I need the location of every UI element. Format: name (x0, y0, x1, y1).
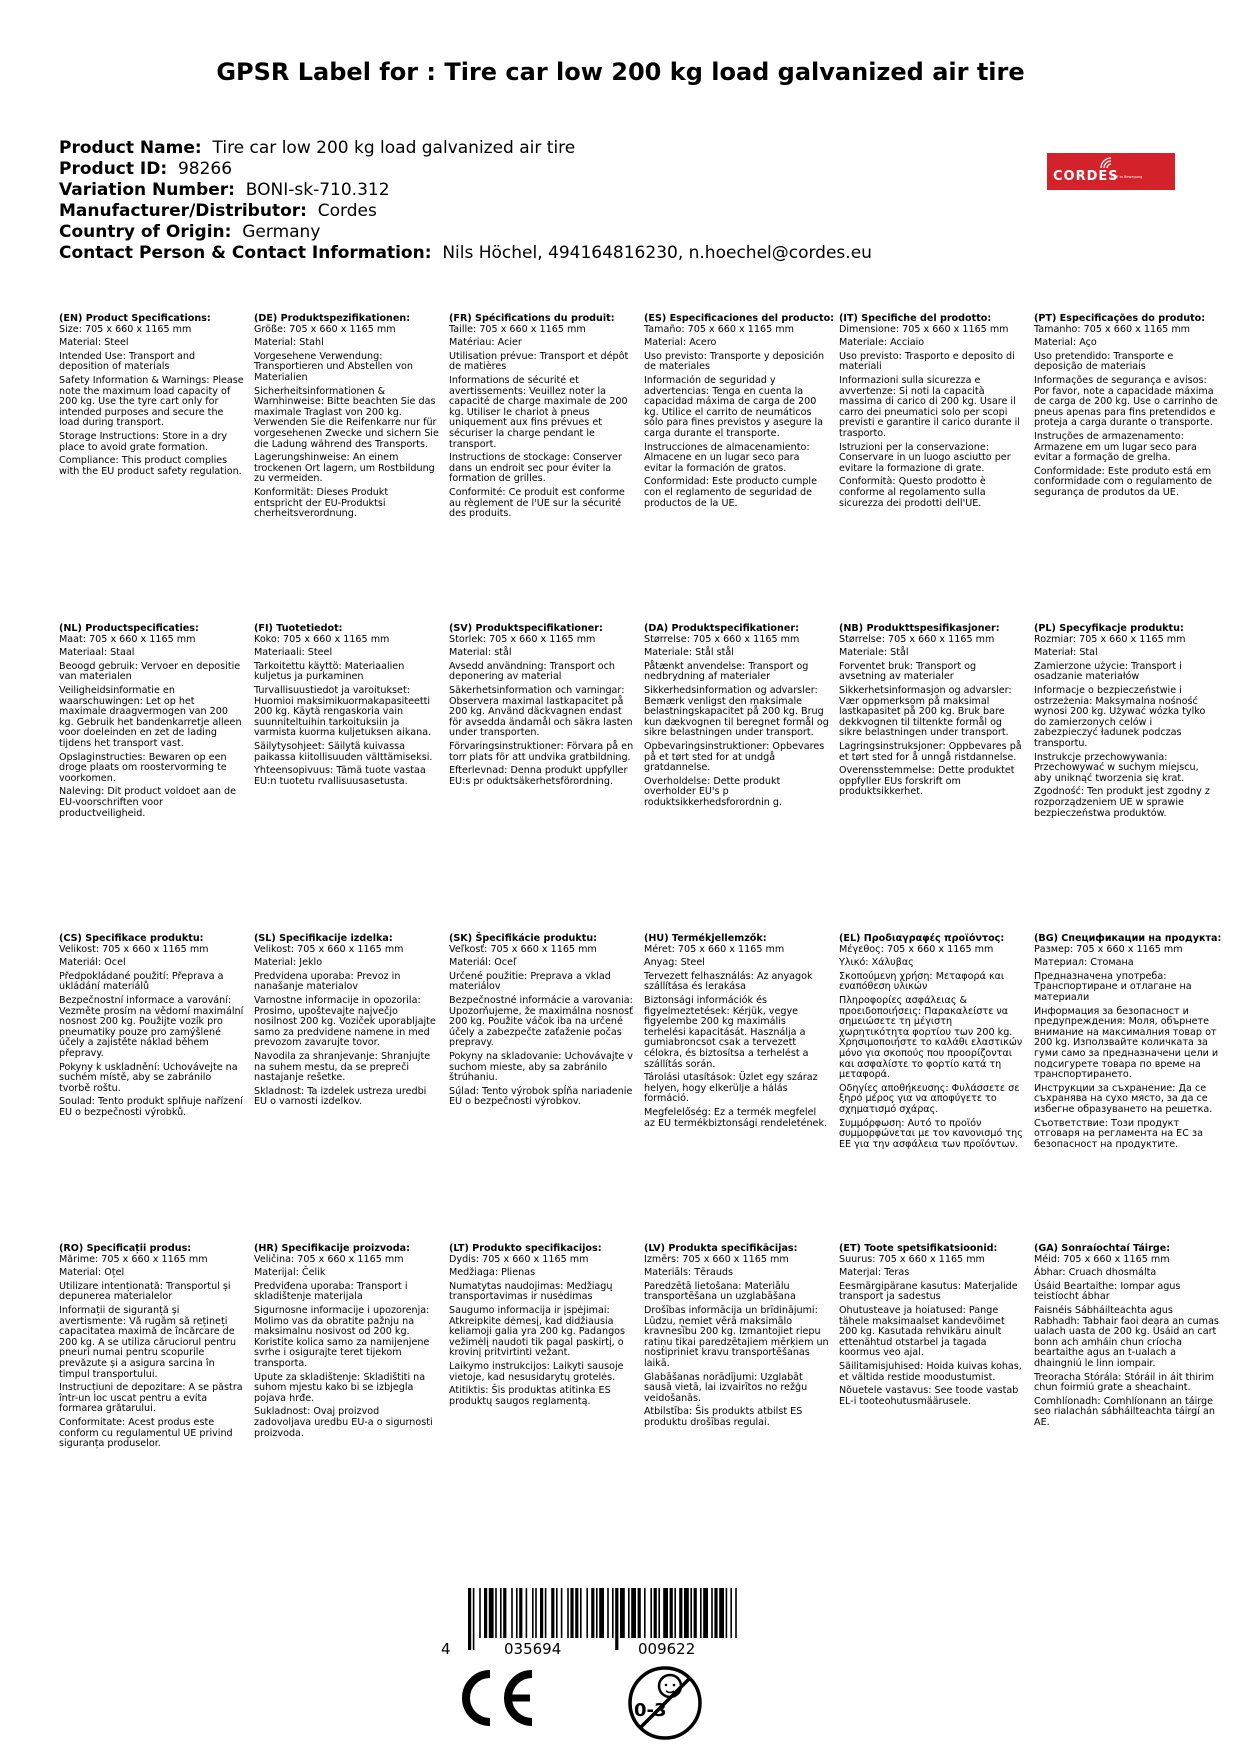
barcode-bar (599, 1588, 604, 1638)
spec-line: Storage Instructions: Store in a dry place to avoid grate formation. (59, 430, 228, 453)
spec-line: Предназначена употреба: Транспортиране и отлагане на материали (1034, 970, 1192, 1003)
spec-block (254, 1244, 439, 1442)
spec-line: Información de seguridad y advertencias: Tenga en cuenta la capacidad máxima de carga de 200 kg. Utilice el carrito de neumáticos sólo para fines previstos y asegure la carga durante el transporte. (644, 374, 824, 439)
spec-heading: (BG) Спецификации на продукта: (1034, 933, 1222, 944)
spec-line: Informații de siguranță și avertismente: Vă rugăm să rețineți capacitatea maximă de încărcare de 200 kg. A se utiliza căruciorul pentru pneuri numai pentru scopurile prevăzute și a asigura sarcina în timpul transportului. (59, 1304, 237, 1380)
spec-block (839, 314, 1024, 512)
spec-line: Turvallisuustiedot ja varoitukset: Huomioi maksimikuormakapasiteetti 200 kg. Käytä rengaskoria vain suunniteltuihin tarkoituksiin ja varmista kuorma kuljetuksen aikana. (254, 684, 432, 739)
barcode-bar (730, 1588, 732, 1638)
spec-line: Bezpečnostné informácie a varovania: Upozorňujeme, že maximálna nosnosť 200 kg. Použite váčok iba na určené účely a zabezpečte zaťaženie počas prepravy. (449, 994, 633, 1049)
spec-heading: (DA) Produktspecifikationer: (644, 623, 799, 634)
barcode-bar (511, 1588, 513, 1638)
barcode-bar (545, 1588, 547, 1638)
barcode-bar (489, 1588, 494, 1638)
spec-line: Naleving: Dit product voldoet aan de EU-voorschriften voor productveiligheid. (59, 786, 236, 819)
cordes-logo (1047, 153, 1175, 190)
spec-line: Velikost: 705 x 660 x 1165 mm (254, 943, 404, 955)
spec-heading: (EL) Προδιαγραφές προϊόντος: (839, 933, 1005, 944)
info-row-manufacturer: Manufacturer/Distributor: Cordes (59, 201, 377, 221)
spec-line: Opslaginstructies: Bewaren op een droge plaats om roostervorming te voorkomen. (59, 751, 227, 784)
spec-line: Material: Steel (59, 337, 129, 349)
spec-line: Méret: 705 x 660 x 1165 mm (644, 943, 785, 955)
spec-line: Ábhar: Cruach dhosmálta (1034, 1267, 1157, 1279)
spec-block (254, 934, 439, 1111)
page-title: GPSR Label for : Tire car low 200 kg load galvanized air tire (216, 58, 1025, 86)
spec-heading: (LT) Produkto specifikacijos: (449, 1243, 602, 1254)
spec-line: Nõuetele vastavus: See toode vastab EL-i tooteohutusmäärusele. (839, 1385, 1019, 1407)
spec-line: Biztonsági információk és figyelmeztetések: Kérjük, vegye figyelembe 200 kg maximális terhelési kapacitását. Használja a gumiabroncsot csak a tervezett célokra, és biztosítsa a terhelést a szállítás során. (644, 994, 809, 1070)
spec-heading: (SV) Produktspecifikationer: (449, 623, 603, 634)
barcode-bar (526, 1588, 528, 1638)
spec-line: Sikkerhedsinformation og advarsler: Bemærk venligst den maksimale belastningskapacitet på 200 kg. Brug kun dækvognen til beregnet formål og sikre belastningen under transport. (644, 684, 829, 739)
spec-line: Saugumo informacija ir įspėjimai: Atkreipkite dėmesį, kad didžiausia keliamoji galia yra 200 kg. Padangos vežimėlį naudoti tik pagal paskirtį, o krovinį pritvirtinti vežant. (449, 1304, 626, 1359)
barcode-bar (714, 1588, 717, 1638)
spec-heading: (ET) Toote spetsifikatsioonid: (839, 1243, 998, 1254)
spec-line: Konformität: Dieses Produkt entspricht der EU-Produktsi cherheitsverordnung. (254, 486, 389, 520)
spec-line: Υλικό: Χάλυβας (839, 957, 914, 969)
barcode-bar (684, 1588, 689, 1638)
spec-line: Pokyny na skladovanie: Uchovávajte v suchom mieste, aby sa zabránilo štrúhaniu. (449, 1050, 633, 1084)
info-row-variation: Variation Number: BONI-sk-710.312 (59, 180, 390, 200)
spec-line: Sikkerhetsinformasjon og advarsler: Vær oppmerksom på maksimal lastkapasitet på 200 kg. Bruk bare dekkvognen til tiltenkte formål og sikre belastningen under transport. (839, 684, 1012, 739)
spec-line: Bezpečnostní informace a varování: Vezměte prosím na vědomí maximální nosnost 200 kg. Použijte vozík pro pneumatiky pouze pro zamýšlené účely a zajistěte náklad během přepravy. (59, 994, 244, 1059)
spec-line: Forventet bruk: Transport og avsetning av materialer (839, 660, 977, 683)
spec-line: Størrelse: 705 x 660 x 1165 mm (839, 633, 995, 645)
barcode-bar (670, 1588, 673, 1638)
spec-line: Σκοπούμενη χρήση: Μεταφορά και εναπόθεση υλικών (839, 970, 1005, 993)
spec-line: Utilisation prévue: Transport et dépôt de matières (449, 350, 629, 373)
spec-line: Съответствие: Този продукт отговаря на регламента на ЕС за безопасност на продуктите. (1034, 1117, 1203, 1150)
spec-line: Vorgesehene Verwendung: Transportieren und Abstellen von Materialien (254, 350, 413, 383)
spec-line: Materjal: Teras (839, 1267, 910, 1279)
spec-line: Lagringsinstruksjoner: Oppbevares på et tørt sted for å unngå ristdannelse. (839, 740, 1022, 763)
spec-line: Zamierzone użycie: Transport i osadzanie materiałów (1034, 660, 1182, 683)
barcode-bar (638, 1588, 641, 1638)
spec-block (59, 934, 244, 1122)
spec-line: Izmērs: 705 x 660 x 1165 mm (644, 1253, 789, 1265)
barcode-bar (703, 1588, 708, 1638)
spec-heading: (FI) Tuotetiedot: (254, 623, 343, 634)
spec-line: Comhlíonadh: Comhlíonann an táirge seo rialachán sábháilteachta táirgí an AE. (1034, 1395, 1215, 1428)
spec-line: Informacje o bezpieczeństwie i ostrzeżenia: Maksymalna nośność wynosi 200 kg. Używać wózka tylko do zamierzonych celów i zabezpieczyć ładunek podczas transportu. (1034, 684, 1206, 749)
spec-line: Sigurnosne informacije i upozorenja: Molimo vas da obratite pažnju na maksimalnu nosivost od 200 kg. Koristite kolica samo za namijenjene svrhe i osigurajte teret tijekom transporta. (254, 1304, 430, 1369)
spec-line: Säilytysohjeet: Säilytä kuivassa paikassa kiitollisuuden välttämiseksi. (254, 740, 433, 763)
spec-line: Laikymo instrukcijos: Laikyti sausoje vietoje, kad nesusidarytų grotelės. (449, 1360, 624, 1383)
barcode-bar (484, 1588, 487, 1638)
spec-heading: (SL) Specifikacije izdelka: (254, 933, 393, 944)
spec-line: Opbevaringsinstruktioner: Opbevares på et tørt sted for at undgå gratdannelse. (644, 740, 825, 774)
barcode-bar (650, 1588, 652, 1638)
barcode-bar (735, 1588, 737, 1638)
spec-line: Instruções de armazenamento: Armazene em um lugar seco para evitar a formação de grelha. (1034, 430, 1197, 464)
spec-line: Size: 705 x 660 x 1165 mm (59, 323, 192, 335)
barcode-bar (615, 1588, 618, 1650)
spec-line: Istruzioni per la conservazione: Conservare in un luogo asciutto per evitare la formazione di grate. (839, 441, 1011, 474)
barcode-bar (503, 1588, 506, 1638)
spec-block (839, 1244, 1024, 1410)
spec-heading: (NL) Productspecificaties: (59, 623, 199, 634)
spec-line: Mărime: 705 x 660 x 1165 mm (59, 1253, 208, 1265)
spec-line: Megfelelőség: Ez a termék megfelel az EU termékbiztonsági rendeletének. (644, 1106, 828, 1129)
barcode-bar (586, 1588, 588, 1638)
spec-line: Instrucciones de almacenamiento: Almacene en un lugar seco para evitar la formación de gratos. (644, 441, 810, 474)
spec-line: Yhteensopivuus: Tämä tuote vastaa EU:n tuotetu rvallisuusasetusta. (254, 765, 426, 787)
barcode-bar (607, 1588, 609, 1638)
spec-line: Uso previsto: Trasporto e deposito di materiali (839, 350, 1015, 373)
spec-line: Conformitate: Acest produs este conform cu regulamentul UE privind siguranța produselor. (59, 1416, 233, 1450)
spec-line: Overholdelse: Dette produkt overholder EU's p roduktsikkerhedsforordnin g. (644, 775, 783, 808)
barcode-bar (663, 1588, 668, 1638)
spec-line: Conformité: Ce produit est conforme au règlement de l'UE sur la sécurité des produits. (449, 486, 625, 520)
spec-line: Инструкции за съхранение: Да се съхранява на сухо място, за да се избегне образуването на решетка. (1034, 1082, 1213, 1115)
info-row-product-name: Product Name: Tire car low 200 kg load galvanized air tire (59, 138, 576, 158)
spec-line: Treoracha Stórála: Stóráil in áit thirim chun foirmiú grate a sheachaint. (1034, 1371, 1214, 1394)
spec-line: Material: Stahl (254, 337, 324, 349)
spec-line: Veiligheidsinformatie en waarschuwingen: Let op het maximale draagvermogen van 200 kg. Gebruik het bandenkarretje alleen voor doeleinden en zet de lading tijdens het transport vast. (59, 684, 242, 749)
spec-line: Matériau: Acier (449, 337, 522, 349)
spec-line: Conformità: Questo prodotto è conforme al regolamento sulla sicurezza dei prodotti dell'UE. (839, 476, 986, 509)
spec-line: Tamanho: 705 x 660 x 1165 mm (1034, 323, 1191, 335)
spec-line: Informazioni sulla sicurezza e avvertenze: Si noti la capacità massima di carico di 200 kg. Usare il carro dei pneumatici solo per scopi previsti e garantire il carico durante il trasporto. (839, 374, 1020, 439)
spec-heading: (LV) Produkta specifikācijas: (644, 1243, 798, 1254)
spec-line: Tárolási utasítások: Üzlet egy száraz helyen, hogy elkerülje a hálás formáció. (644, 1072, 818, 1105)
spec-line: Tervezett felhasználás: Az anyagok szállítása és lerakása (644, 970, 813, 993)
spec-line: Skladnost: Ta izdelek ustreza uredbi EU o varnosti izdelkov. (254, 1085, 427, 1108)
spec-line: Material: Aço (1034, 337, 1097, 349)
barcode-bar (580, 1588, 582, 1638)
barcode-bar (711, 1588, 713, 1638)
spec-heading: (ES) Especificaciones del producto: (644, 313, 835, 324)
spec-line: Materiaal: Staal (59, 647, 135, 659)
spec-line: Méid: 705 x 660 x 1165 mm (1034, 1253, 1170, 1265)
spec-line: Úsáid Beartaithe: Iompar agus teistíocht ábhar (1034, 1280, 1181, 1303)
barcode-bar (535, 1588, 537, 1638)
barcode-bar (596, 1588, 598, 1638)
spec-heading: (RO) Specificații produs: (59, 1243, 192, 1254)
spec-line: Predvidena uporaba: Prevoz in nanašanje materialov (254, 970, 401, 993)
spec-heading: (GA) Sonraíochtaí Táirge: (1034, 1243, 1171, 1254)
spec-heading: (PL) Specyfikacje produktu: (1034, 623, 1184, 634)
spec-heading: (HU) Termékjellemzők: (644, 933, 767, 944)
spec-line: Material: Jeklo (254, 957, 323, 969)
spec-line: Informations de sécurité et avertissements: Veuillez noter la capacité de charge maximale de 200 kg. Utiliser le chariot à pneus uniquement aux fins prévues et sécuriser la charge pendant le transport. (449, 374, 628, 450)
spec-line: Eesmärgipärane kasutus: Materjalide transport ja sadestus (839, 1280, 1018, 1303)
barcode-bar (500, 1588, 502, 1638)
spec-line: Drošības informācija un brīdinājumi: Lūdzu, ņemiet vērā maksimālo kravnesību 200 kg. Izmantojiet riepu ratiņu tikai paredzētajiem mērķiem un nostipriniet kravu transportēšanas laikā. (644, 1304, 829, 1369)
spec-line: Uso previsto: Transporte y deposición de materiales (644, 350, 825, 373)
spec-heading: (SK) Špecifikácie produktu: (449, 933, 598, 944)
barcode-bar (620, 1588, 625, 1638)
barcode-digit-prefix: 4 (441, 1640, 451, 1658)
spec-line: Medžiaga: Plienas (449, 1267, 536, 1279)
logo-brand: CORDES (1053, 169, 1119, 184)
barcode-bar (532, 1588, 534, 1638)
spec-line: Anyag: Steel (644, 957, 705, 969)
barcode-bar (612, 1588, 614, 1638)
spec-line: Velikost: 705 x 660 x 1165 mm (59, 943, 209, 955)
spec-line: Материал: Стомана (1034, 957, 1134, 969)
barcode-digits-left: 035694 (504, 1640, 562, 1658)
spec-line: Conformidade: Este produto está em conformidade com o regulamento de segurança de produtos da UE. (1034, 465, 1213, 498)
spec-line: Storlek: 705 x 660 x 1165 mm (449, 633, 596, 645)
spec-heading: (NB) Produkttspesifikasjoner: (839, 623, 1000, 634)
barcode-bar (694, 1588, 697, 1638)
spec-line: Materiale: Stål (839, 647, 909, 659)
barcode-digits-right: 009622 (638, 1640, 696, 1658)
age-mark-label: 0-3 (634, 1700, 667, 1721)
barcode-bar (516, 1588, 518, 1638)
barcode-bar (479, 1588, 481, 1638)
spec-line: Utilizare intenționată: Transportul și depunerea materialelor (59, 1280, 231, 1303)
spec-line: Compliance: This product complies with the EU product safety regulation. (59, 455, 242, 477)
spec-line: Μέγεθος: 705 x 660 x 1165 mm (839, 943, 994, 955)
barcode-bar (726, 1588, 728, 1638)
barcode-bar (567, 1588, 569, 1638)
spec-line: Tamaño: 705 x 660 x 1165 mm (644, 323, 794, 335)
info-row-contact: Contact Person & Contact Information: Nils Höchel, 494164816230, n.hoechel@cordes.eu (59, 243, 872, 263)
spec-line: Suurus: 705 x 660 x 1165 mm (839, 1253, 985, 1265)
spec-line: Taille: 705 x 660 x 1165 mm (449, 323, 586, 335)
spec-line: Overensstemmelse: Dette produktet oppfyller EUs forskrift om produktsikkerhet. (839, 765, 1015, 798)
spec-block (59, 1244, 244, 1453)
spec-block (644, 1244, 829, 1432)
spec-line: Συμμόρφωση: Αυτό το προϊόν συμμορφώνεται με τον κανονισμό της ΕΕ για την ασφάλεια των προϊόντων. (839, 1117, 1023, 1150)
spec-line: Zgodność: Ten produkt jest zgodny z rozporządzeniem UE w sprawie bezpieczeństwa produktów. (1034, 786, 1210, 819)
spec-block (644, 313, 835, 512)
spec-line: Koko: 705 x 660 x 1165 mm (254, 633, 390, 645)
spec-line: Material: Oțel (59, 1267, 125, 1279)
spec-block (449, 624, 634, 790)
spec-heading: (PT) Especificações do produto: (1034, 313, 1206, 324)
spec-line: Materiál: Ocel (59, 957, 126, 969)
spec-line: Instrucțiuni de depozitare: A se păstra într-un loc uscat pentru a evita formarea grătarului. (59, 1382, 243, 1415)
spec-block (1034, 1244, 1219, 1432)
spec-line: Určené použitie: Preprava a vklad materiálov (449, 970, 611, 993)
spec-line: Lagerungshinweise: An einem trockenen Ort lagern, um Rostbildung zu vermeiden. (254, 452, 435, 485)
spec-line: Rozmiar: 705 x 660 x 1165 mm (1034, 633, 1186, 645)
barcode-bar (690, 1588, 692, 1638)
spec-line: Materiale: Acciaio (839, 337, 925, 349)
spec-line: Größe: 705 x 660 x 1165 mm (254, 323, 396, 335)
spec-line: Tarkoitettu käyttö: Materiaalien kuljetus ja purkaminen (254, 660, 405, 683)
spec-line: Dimensione: 705 x 660 x 1165 mm (839, 323, 1009, 335)
not-for-children-0-3-icon (626, 1664, 704, 1742)
logo-slogan: Griff in Bewegung (1111, 175, 1143, 179)
spec-heading: (CS) Specifikace produktu: (59, 933, 204, 944)
spec-line: Atbilstība: Šis produkts atbilst ES produktu drošības regulai. (644, 1406, 803, 1428)
product-info (59, 138, 872, 264)
spec-line: Säilitamisjuhised: Hoida kuivas kohas, et vältida restide moodustumist. (839, 1360, 1022, 1383)
spec-line: Πληροφορίες ασφάλειας & προειδοποιήσεις: Παρακαλείστε να σημειώσετε τη μέγιστη χωρητικότητα φορτίου των 200 kg. Χρησιμοποιήστε το καλάθι ελαστικών μόνο για σκοπούς που προορίζονται και ασφαλίστε το φορτίο κατά τη μεταφορά. (839, 994, 1023, 1081)
spec-heading: (IT) Specifiche del prodotto: (839, 313, 992, 324)
spec-line: Sicherheitsinformationen & Warnhinweise: Bitte beachten Sie das maximale Traglast von 200 kg. Verwenden Sie die Reifenkarre nur für vorgesehenen Zwecke und sichern Sie die Ladung während des Transports. (254, 385, 439, 450)
barcode-bar (654, 1588, 657, 1638)
spec-line: Conformidad: Este producto cumple con el reglamento de seguridad de productos de la UE. (644, 476, 817, 509)
barcode-bar (540, 1588, 543, 1638)
barcode-bar (519, 1588, 522, 1638)
barcode-bar (556, 1588, 558, 1638)
spec-line: Atitiktis: Šis produktas atitinka ES produktų saugos reglamentą. (449, 1385, 611, 1407)
spec-line: Efterlevnad: Denna produkt uppfyller EU:s pr oduktsäkerhetsförordning. (449, 765, 628, 787)
spec-block (839, 934, 1024, 1153)
spec-line: Materiał: Stal (1034, 647, 1098, 659)
ce-mark-icon (452, 1668, 538, 1728)
barcode-bar (644, 1588, 646, 1638)
spec-line: Faisnéis Sábháilteachta agus Rabhadh: Tabhair faoi deara an cumas ualach uasta de 200 kg. Úsáid an cart bonn ach amháin chun críocha beartaithe agus an t-ualach a dhaingniú le linn iompair. (1034, 1304, 1219, 1369)
spec-line: Materiál: Oceľ (449, 957, 517, 969)
spec-block (449, 934, 634, 1111)
spec-block (1034, 624, 1219, 822)
spec-line: Säkerhetsinformation och varningar: Observera maximal lastkapacitet på 200 kg. Använd däckvagnen endast för avsedda ändamål och säkra lasten under transporten. (449, 684, 633, 739)
spec-line: Veľkosť: 705 x 660 x 1165 mm (449, 943, 597, 955)
spec-block (59, 624, 244, 822)
barcode-bar (570, 1588, 573, 1638)
spec-heading: (HR) Specifikacije proizvoda: (254, 1243, 410, 1254)
barcode-bar (719, 1588, 724, 1638)
logo-arcs-icon (1099, 156, 1113, 170)
spec-heading: (EN) Product Specifications: (59, 313, 211, 324)
barcode-bar (658, 1588, 660, 1638)
spec-line: Информация за безопасност и предупреждения: Моля, обърнете внимание на максималния товар от 200 kg. Използвайте количката за гуми само за предназначени цели и подсигурете товара по време на транспортирането. (1034, 1005, 1219, 1081)
spec-block (839, 624, 1024, 801)
spec-block (254, 314, 439, 523)
barcode-bar (700, 1588, 702, 1638)
spec-line: Material: stål (449, 647, 512, 659)
spec-line: Størrelse: 705 x 660 x 1165 mm (644, 633, 800, 645)
spec-line: Размер: 705 x 660 x 1165 mm (1034, 943, 1183, 955)
spec-line: Materijal: Čelik (254, 1267, 326, 1279)
spec-heading: (DE) Produktspezifikationen: (254, 313, 411, 324)
spec-line: Předpokládané použití: Přeprava a ukládání materiálů (59, 970, 224, 993)
spec-line: Uso pretendido: Transporte e deposição de materiais (1034, 350, 1174, 373)
spec-line: Materiāls: Tērauds (644, 1267, 734, 1279)
spec-line: Soulad: Tento produkt splňuje nařízení EU o bezpečnosti výrobků. (59, 1096, 243, 1118)
spec-block (449, 314, 634, 523)
barcode-bar (591, 1588, 594, 1638)
spec-heading: (FR) Spécifications du produit: (449, 313, 615, 324)
spec-line: Materiaali: Steel (254, 647, 333, 659)
spec-line: Informações de segurança e avisos: Por favor, note a capacidade máxima de carga de 200 kg. Use o carrinho de pneus apenas para fins pretendidos e proteja a carga durante o transporte. (1034, 374, 1218, 429)
barcode-bar (495, 1588, 497, 1638)
spec-line: Numatytas naudojimas: Medžiagų transportavimas ir nusėdimas (449, 1280, 613, 1303)
barcode-bar (631, 1588, 636, 1638)
spec-line: Glabāšanas norādījumi: Uzglabāt sausā vietā, lai izvairītos no režģu veidošanās. (644, 1371, 808, 1404)
spec-line: Varnostne informacije in opozorila: Prosimo, upoštevajte največjo nosilnost 200 kg. Voziček uporabljajte samo za predvidene namene in med prevozom zavarujte tovor. (254, 994, 436, 1049)
spec-block (1034, 933, 1222, 1153)
barcode-bar (468, 1588, 471, 1650)
spec-block (644, 934, 829, 1132)
spec-line: Dydis: 705 x 660 x 1165 mm (449, 1253, 589, 1265)
spec-line: Påtænkt anvendelse: Transport og nedbrydning af materialer (644, 660, 809, 683)
info-row-origin: Country of Origin: Germany (59, 222, 321, 242)
spec-line: Maat: 705 x 660 x 1165 mm (59, 633, 196, 645)
barcode-bar (679, 1588, 682, 1638)
spec-line: Veličina: 705 x 660 x 1165 mm (254, 1253, 404, 1265)
spec-line: Sukladnost: Ovaj proizvod zadovoljava uredbu EU-a o sigurnosti proizvoda. (254, 1406, 433, 1439)
spec-line: Upute za skladištenje: Skladištiti na suhom mjestu kako bi se izbjegla pojava hrđe. (254, 1371, 426, 1404)
spec-line: Materiale: Stål stål (644, 647, 734, 659)
spec-line: Οδηγίες αποθήκευσης: Φυλάσσετε σε ξηρό μέρος για να αποφύγετε το σχηματισμό σχάρας. (839, 1082, 1020, 1115)
barcode-bar (561, 1588, 563, 1638)
spec-line: Súlad: Tento výrobok spĺňa nariadenie EÚ o bezpečnosti výrobkov. (449, 1085, 633, 1108)
barcode-bar (551, 1588, 554, 1638)
info-row-product-id: Product ID: 98266 (59, 159, 233, 179)
spec-line: Avsedd användning: Transport och deponering av material (449, 660, 615, 683)
barcode-bar (628, 1588, 630, 1638)
spec-line: Paredzētā lietošana: Materiālu transportēšana un uzglabāšana (644, 1280, 796, 1303)
spec-line: Predviđena uporaba: Transport i skladištenje materijala (254, 1280, 408, 1303)
spec-block (254, 624, 439, 790)
spec-line: Pokyny k uskladnění: Uchovávejte na suchém místě, aby se zabránilo tvorbě roštu. (59, 1061, 238, 1094)
spec-line: Safety Information & Warnings: Please note the maximum load capacity of 200 kg. Use the tyre cart only for intended purposes and secure the load during transport. (59, 374, 244, 429)
barcode-bar (575, 1588, 578, 1638)
spec-block (644, 624, 829, 812)
spec-line: Förvaringsinstruktioner: Förvara på en torr plats för att undvika gratbildning. (449, 740, 634, 763)
spec-line: Intended Use: Transport and deposition of materials (59, 350, 196, 373)
spec-block (1034, 314, 1219, 502)
spec-line: Beoogd gebruik: Vervoer en depositie van materialen (59, 660, 241, 683)
spec-block (59, 314, 244, 480)
spec-line: Navodila za shranjevanje: Shranjujte na suhem mestu, da se prepreči nastajanje rešetke. (254, 1050, 431, 1084)
spec-block (449, 1244, 634, 1410)
spec-line: Instructions de stockage: Conserver dans un endroit sec pour éviter la formation de grilles. (449, 452, 622, 485)
spec-line: Ohutusteave ja hoiatused: Pange tähele maksimaalset kandevõimet 200 kg. Kasutada rehvikäru ainult ettenähtud otstarbel ja tagada koormus veo ajal. (839, 1304, 1005, 1359)
spec-line: Material: Acero (644, 337, 717, 349)
barcode-bar (473, 1588, 475, 1650)
barcode-bar (674, 1588, 676, 1638)
spec-line: Instrukcje przechowywania: Przechowywać w suchym miejscu, aby uniknąć tworzenia się krat. (1034, 751, 1199, 784)
